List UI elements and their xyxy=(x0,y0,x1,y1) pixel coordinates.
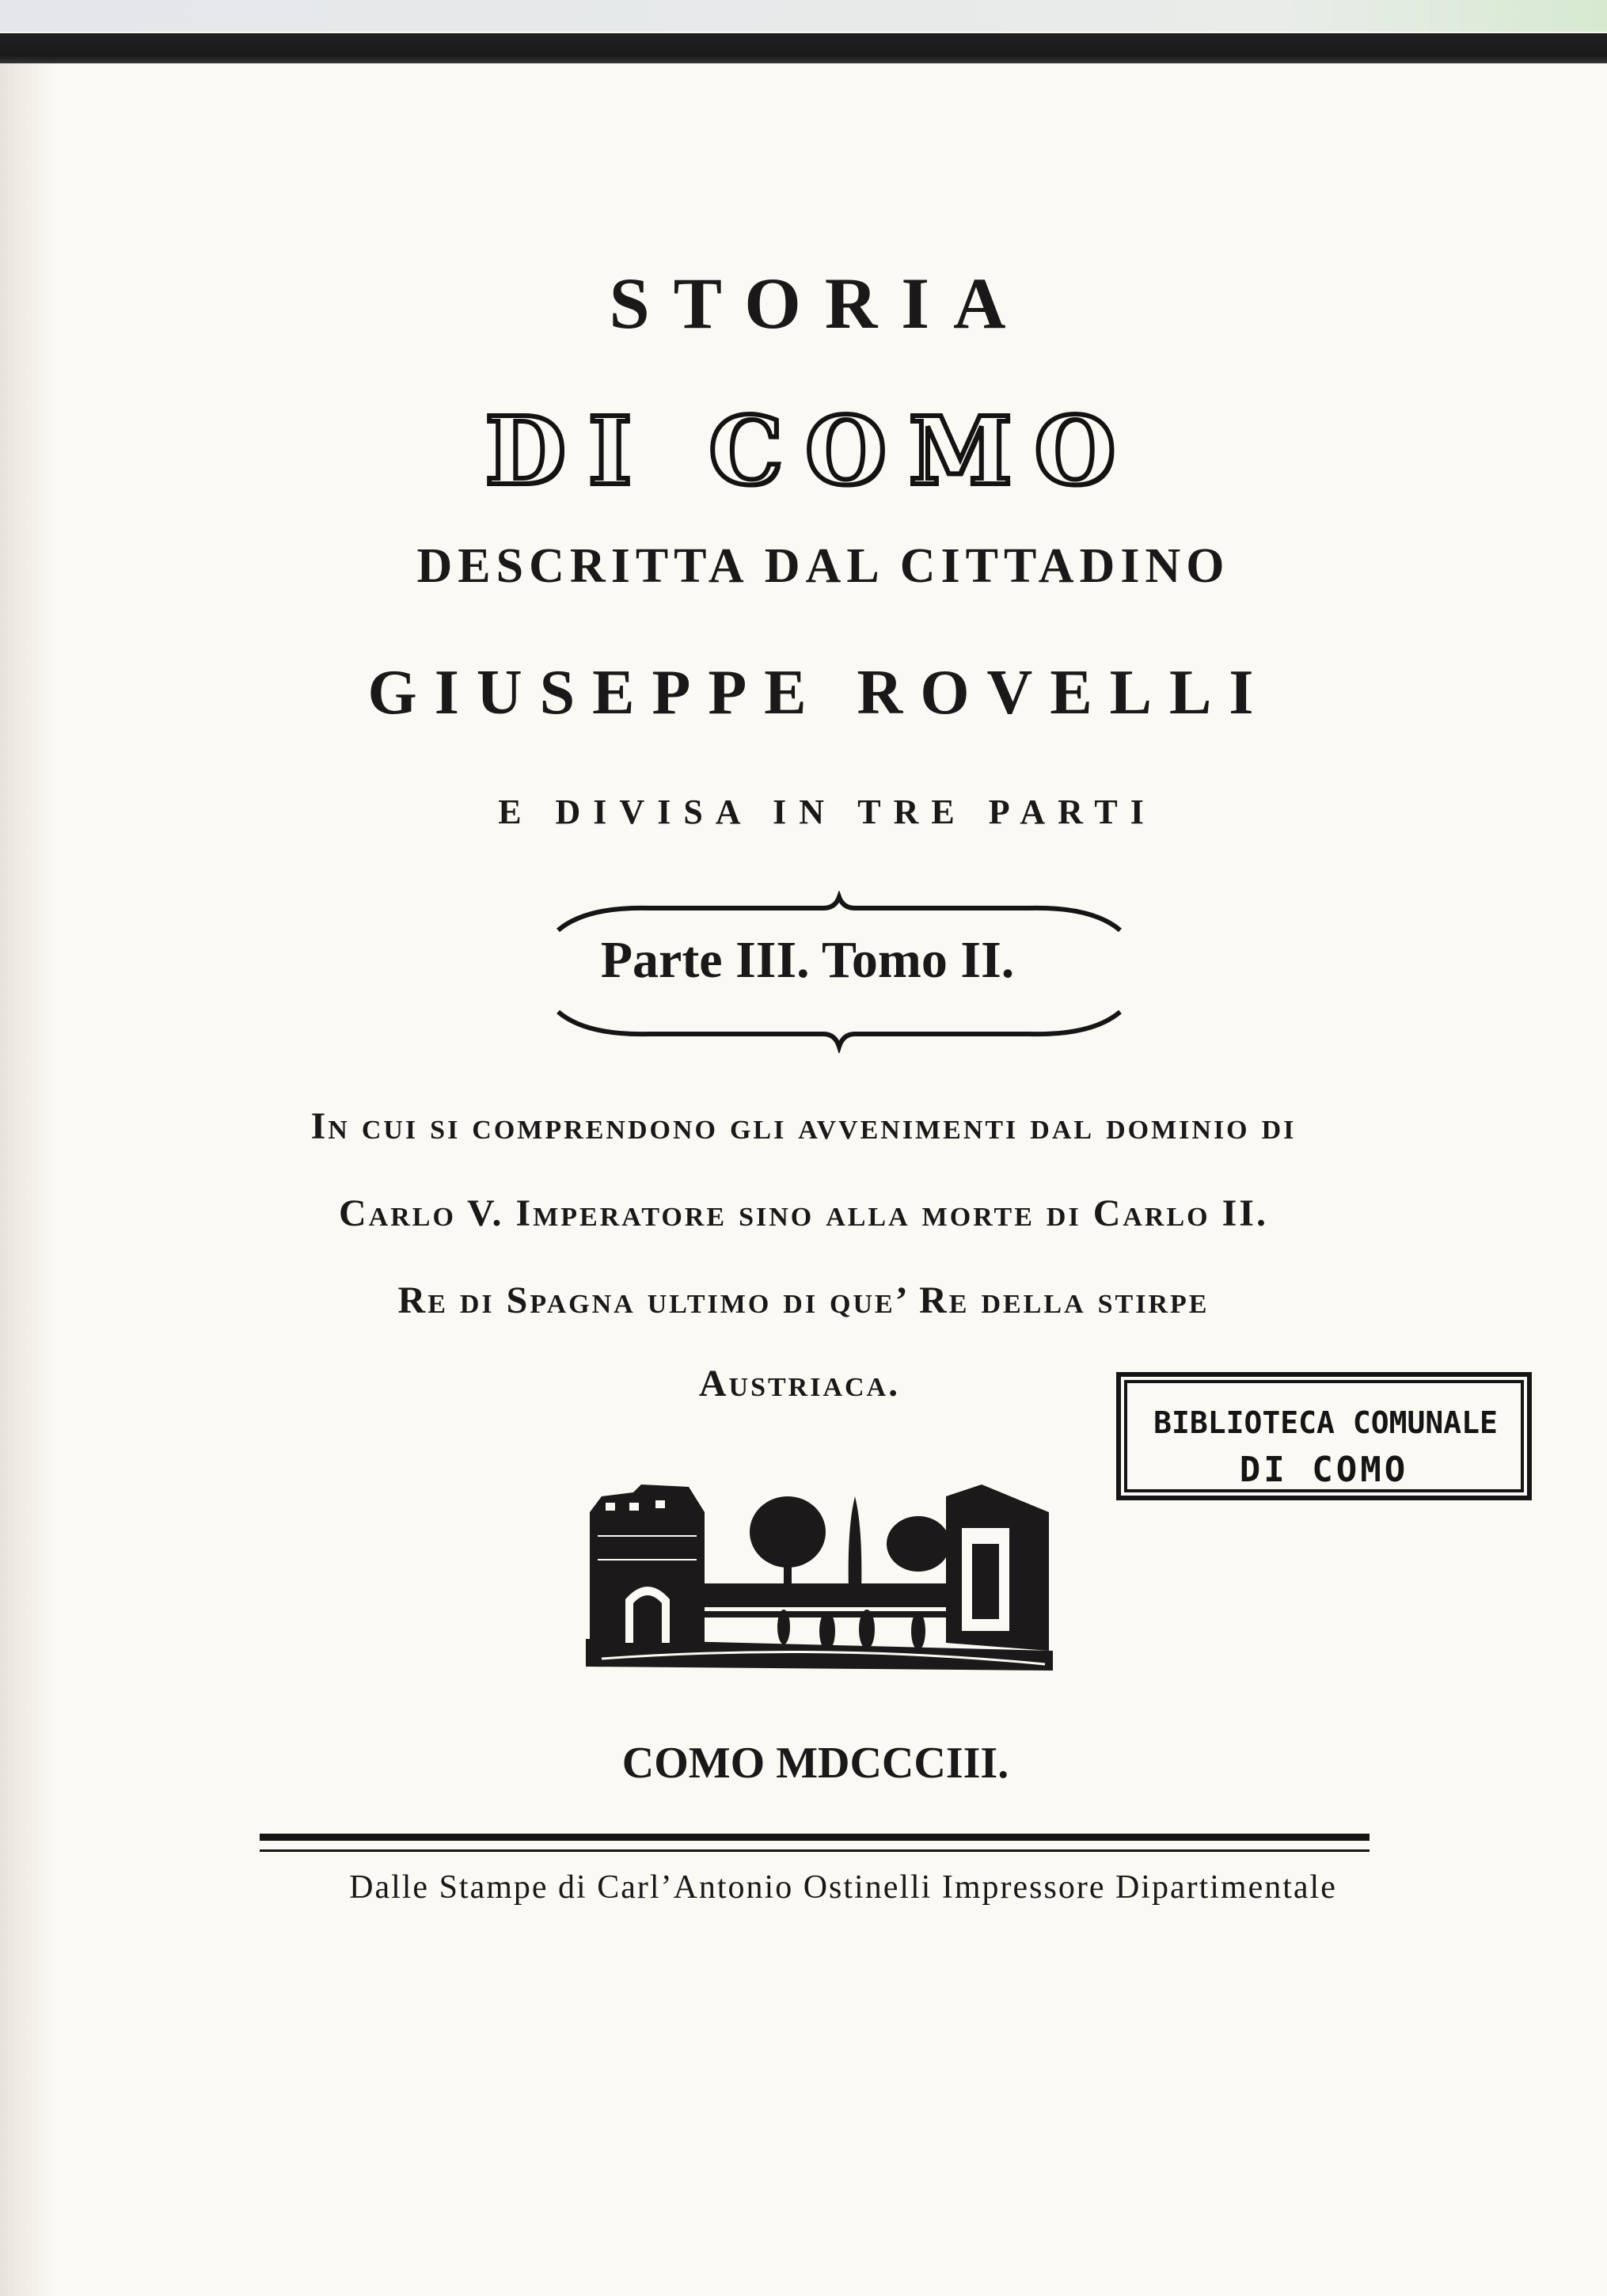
imprint-place-date: COMO MDCCCIII. xyxy=(621,1739,1009,1788)
description-line-3: Re di Spagna ultimo di que’ Re della stirpe xyxy=(397,1279,1210,1321)
stamp-line-1: BIBLIOTECA COMUNALE xyxy=(1153,1405,1498,1440)
division-line: E DIVISA IN TRE PARTI xyxy=(498,793,1157,831)
author-name: GIUSEPPE ROVELLI xyxy=(367,658,1271,728)
imprint-rule-thin xyxy=(260,1849,1370,1852)
description-line-4: Austriaca. xyxy=(698,1363,901,1405)
printer-line: Dalle Stampe di Carl’Antonio Ostinelli Impressore Dipartimentale xyxy=(349,1869,1337,1906)
stamp-line-2: DI COMO xyxy=(1239,1450,1409,1490)
woodcut-vignette xyxy=(586,1481,1053,1678)
book-cover-edge xyxy=(0,33,1607,65)
title-storia: STORIA xyxy=(609,263,1030,344)
title-di-como: DI COMO xyxy=(484,396,1138,506)
library-stamp xyxy=(1116,1372,1532,1500)
volume-label: Parte III. Tomo II. xyxy=(600,931,1015,989)
brace-bottom-ornament xyxy=(554,1005,1124,1053)
description-line-1: In cui si comprendono gli avvenimenti dal dominio di xyxy=(310,1105,1297,1147)
subtitle-descritta: DESCRITTA DAL CITTADINO xyxy=(416,539,1230,593)
imprint-rule-thick xyxy=(260,1834,1370,1841)
top-page-edge xyxy=(0,0,1607,32)
description-line-2: Carlo V. Imperatore sino alla morte di Carlo II. xyxy=(339,1192,1268,1234)
